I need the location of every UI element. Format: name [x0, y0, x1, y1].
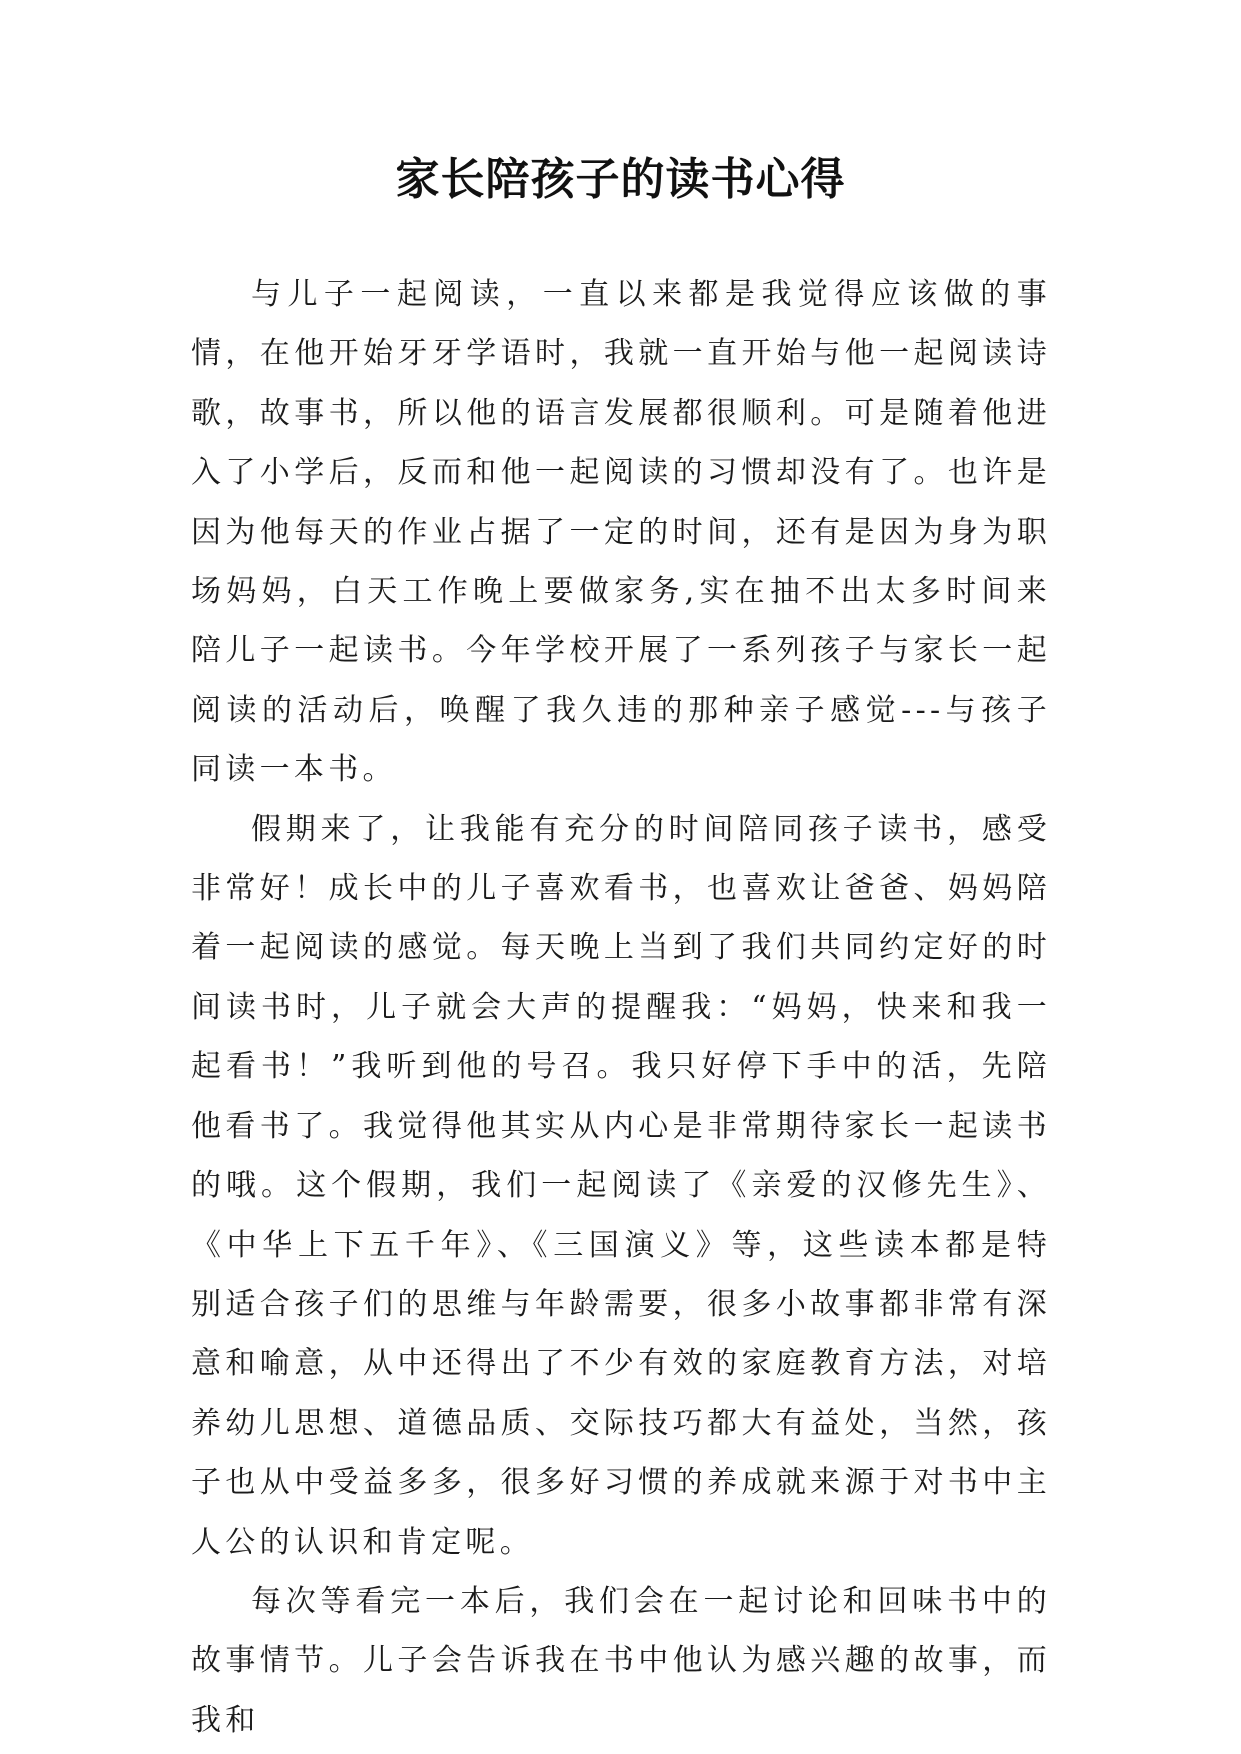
- document-body: [191, 265, 1051, 1750]
- paragraph-2: 假期来了，让我能有充分的时间陪同孩子读书，感受非常好！成长中的儿子喜欢看书，也喜欢让爸爸、妈妈陪着一起阅读的感觉。每天晚上当到了我们共同约定好的时间读书时，儿子就会大声的提醒我：“妈妈，快来和我一起看书！”我听到他的号召。我只好停下手中的活，先陪他看书了。我觉得他其实从内心是非常期待家长一起读书的哦。这个假期，我们一起阅读了《亲爱的汉修先生》、《中华上下五千年》、《三国演义》等，这些读本都是特别适合孩子们的思维与年龄需要，很多小故事都非常有深意和喻意，从中还得出了不少有效的家庭教育方法，对培养幼儿思想、道德品质、交际技巧都大有益处，当然，孩子也从中受益多多，很多好习惯的养成就来源于对书中主人公的认识和肯定呢。: [191, 811, 1051, 1560]
- paragraph-3: 每次等看完一本后，我们会在一起讨论和回味书中的故事情节。儿子会告诉我在书中他认为感兴趣的故事，而我和: [191, 1583, 1051, 1738]
- document-title: 家长陪孩子的读书心得: [395, 154, 846, 205]
- paragraph-1: 与儿子一起阅读，一直以来都是我觉得应该做的事情，在他开始牙牙学语时，我就一直开始与他一起阅读诗歌，故事书，所以他的语言发展都很顺利。可是随着他进入了小学后，反而和他一起阅读的习惯却没有了。也许是因为他每天的作业占据了一定的时间，还有是因为身为职场妈妈，白天工作晚上要做家务,实在抽不出太多时间来陪儿子一起读书。今年学校开展了一系列孩子与家长一起阅读的活动后，唤醒了我久违的那种亲子感觉---与孩子同读一本书。: [191, 277, 1051, 788]
